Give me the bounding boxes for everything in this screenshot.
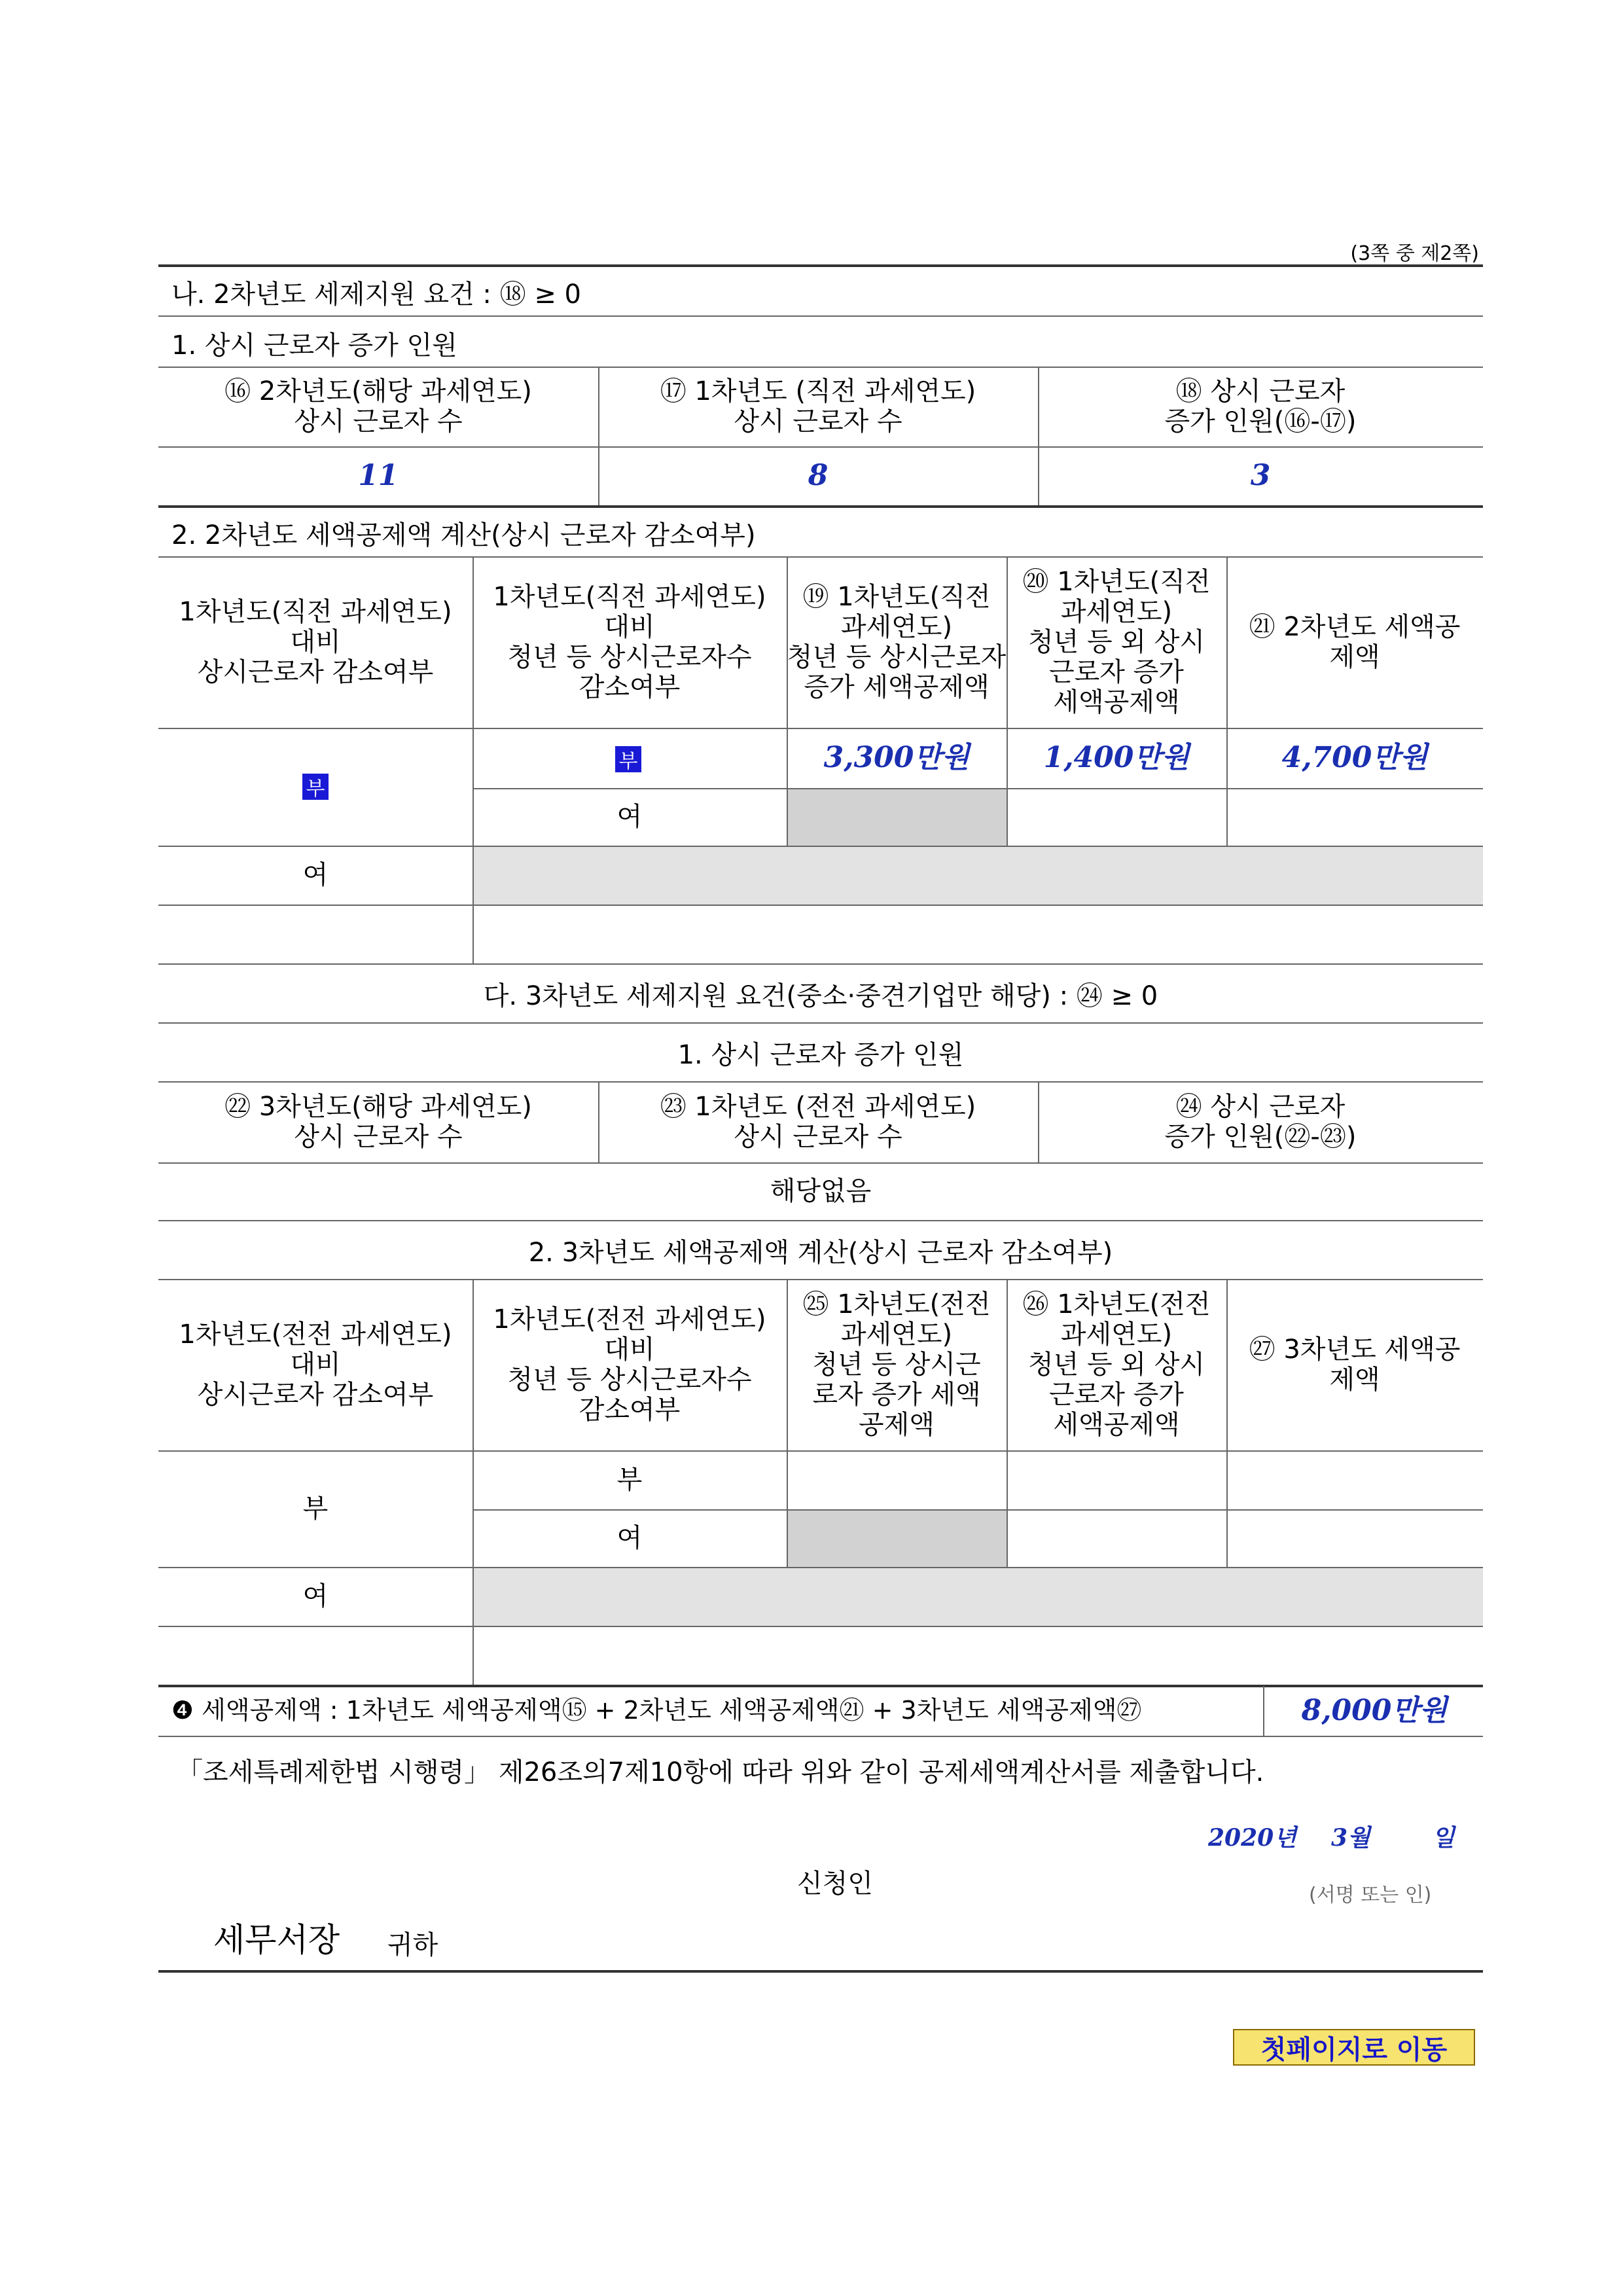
date-day[interactable]: 일: [1432, 1824, 1455, 1852]
na-row-bu-checkbox[interactable]: 부: [302, 774, 329, 800]
da-calc-header-26: ㉖ 1차년도(전전 과세연도) 청년 등 외 상시 근로자 증가 세액공제액: [1022, 1289, 1211, 1440]
da-none-text: 해당없음: [770, 1176, 872, 1206]
section-da-sub2-title: 2. 3차년도 세액공제액 계산(상시 근로자 감소여부): [528, 1238, 1113, 1268]
section-na-title: 나. 2차년도 세제지원 요건 : ⑱ ≥ 0: [171, 279, 582, 310]
total-amount[interactable]: 8,000만원: [1263, 1686, 1484, 1736]
da-row-bu: 부: [302, 1494, 329, 1524]
da-calc-header-1: 1차년도(전전 과세연도) 대비 상시근로자 감소여부: [179, 1319, 452, 1410]
value-col16[interactable]: 11: [358, 459, 399, 492]
header-col16: ⑯ 2차년도(해당 과세연도) 상시 근로자 수: [224, 376, 532, 437]
go-to-first-page-button[interactable]: 첫페이지로 이동: [1233, 2029, 1475, 2066]
applicant-label: 신청인: [797, 1869, 873, 1899]
calc-header-2: 1차년도(직전 과세연도) 대비 청년 등 상시근로자수 감소여부: [493, 582, 766, 702]
calc-header-1: 1차년도(직전 과세연도) 대비 상시근로자 감소여부: [179, 597, 452, 687]
date-year[interactable]: 2020년: [1208, 1824, 1296, 1852]
amount-20[interactable]: 1,400만원: [1043, 741, 1190, 774]
header-col22: ㉒ 3차년도(해당 과세연도) 상시 근로자 수: [224, 1092, 532, 1152]
honorific: 귀하: [387, 1930, 438, 1960]
section-da-sub1-title: 1. 상시 근로자 증가 인원: [677, 1040, 964, 1070]
na-sub-bu-checkbox[interactable]: 부: [615, 746, 641, 772]
calc-header-21: ㉑ 2차년도 세액공 제액: [1249, 612, 1461, 672]
section-da-title: 다. 3차년도 세제지원 요건(중소·중견기업만 해당) : ㉔ ≥ 0: [483, 981, 1158, 1011]
header-col17: ⑰ 1차년도 (직전 과세연도) 상시 근로자 수: [660, 376, 976, 437]
total-label: ❹ 세액공제액 : 1차년도 세액공제액⑮ + 2차년도 세액공제액㉑ + 3차년도 세액공제액㉗: [171, 1696, 1142, 1725]
calc-header-20: ⑳ 1차년도(직전 과세연도) 청년 등 외 상시 근로자 증가 세액공제액: [1022, 567, 1211, 717]
value-col18[interactable]: 3: [1250, 459, 1271, 492]
da-calc-header-25: ㉕ 1차년도(전전 과세연도) 청년 등 상시근 로자 증가 세액 공제액: [802, 1289, 991, 1440]
header-col24: ㉔ 상시 근로자 증가 인원(㉒-㉓): [1164, 1092, 1357, 1152]
da-sub-yeo: 여: [616, 1523, 643, 1553]
da-calc-header-27: ㉗ 3차년도 세액공 제액: [1249, 1335, 1461, 1395]
da-calc-header-2: 1차년도(전전 과세연도) 대비 청년 등 상시근로자수 감소여부: [493, 1304, 766, 1425]
header-col23: ㉓ 1차년도 (전전 과세연도) 상시 근로자 수: [660, 1092, 976, 1152]
na-sub-yeo: 여: [616, 802, 643, 832]
calc-header-19: ⑲ 1차년도(직전 과세연도) 청년 등 상시근로자 증가 세액공제액: [787, 582, 1007, 702]
tax-office: 세무서장: [213, 1921, 340, 1959]
page-number: (3쪽 중 제2쪽): [1350, 242, 1479, 265]
da-row-yeo: 여: [302, 1581, 329, 1611]
da-sub-bu: 부: [616, 1465, 643, 1495]
section-na-sub2-title: 2. 2차년도 세액공제액 계산(상시 근로자 감소여부): [171, 520, 756, 550]
declaration-text: 「조세특례제한법 시행령」 제26조의7제10항에 따라 위와 같이 공제세액계산서를 제출합니다.: [177, 1757, 1264, 1787]
section-na-sub1-title: 1. 상시 근로자 증가 인원: [171, 331, 457, 361]
header-col18: ⑱ 상시 근로자 증가 인원(⑯-⑰): [1164, 376, 1357, 437]
value-col17[interactable]: 8: [808, 459, 829, 492]
date-month[interactable]: 3월: [1331, 1824, 1370, 1852]
na-row-yeo: 여: [302, 860, 329, 890]
sign-note: (서명 또는 인): [1309, 1884, 1432, 1907]
amount-19[interactable]: 3,300만원: [823, 741, 970, 774]
amount-21[interactable]: 4,700만원: [1281, 741, 1428, 774]
